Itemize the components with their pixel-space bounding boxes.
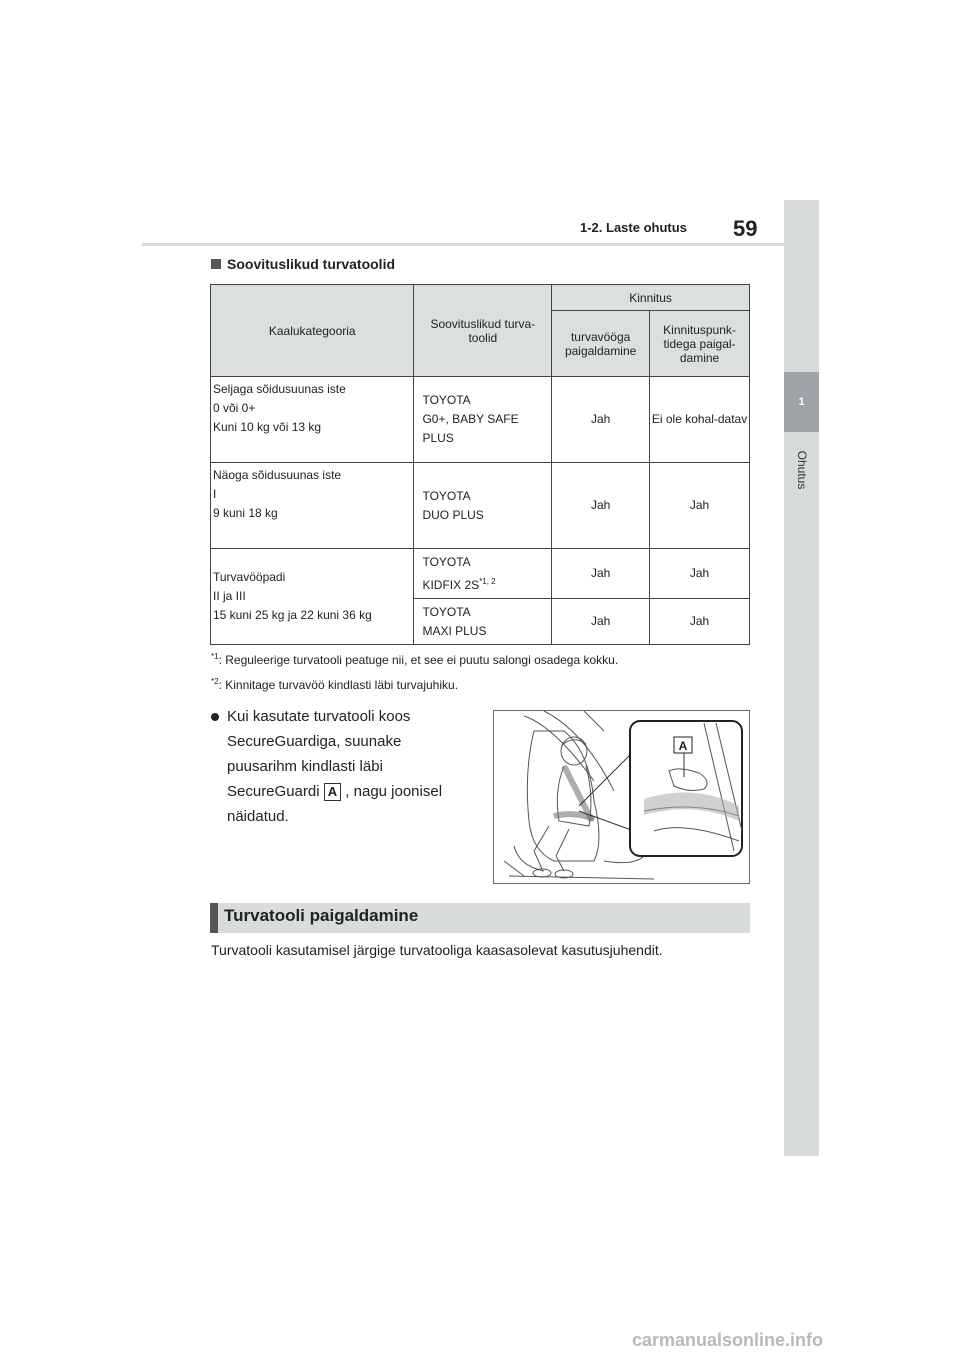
header-fixing: Kinnitus (552, 285, 750, 311)
subheading (211, 256, 395, 272)
illustration-label-a: A (678, 739, 688, 753)
category-cell: Näoga sõidusuunas iste I 9 kuni 18 kg (211, 463, 414, 549)
bullet-paragraph: Kui kasutate turvatooli koos SecureGuardiga, suunake puusarihm kindlasti läbi SecureGuardi A , nagu joonisel näidatud. (211, 704, 491, 829)
belt-cell: Jah (552, 377, 650, 463)
square-bullet-icon (211, 259, 221, 269)
section-title: 1-2. Laste ohutus (580, 220, 687, 235)
child-seat-drawing (494, 711, 749, 883)
table-row (211, 463, 750, 549)
model-cell: TOYOTA MAXI PLUS (414, 599, 552, 645)
belt-cell: Jah (552, 599, 650, 645)
section-banner-bar (210, 903, 218, 933)
side-tab-label-text: Ohutus (794, 450, 809, 490)
header-weight-category: Kaalukategooria (211, 285, 414, 377)
subheading-text: Soovituslikud turvatoolid (227, 256, 396, 272)
model-cell: TOYOTA KIDFIX $2S^{*1, 2}$ (414, 549, 552, 599)
side-tab-label[interactable] (784, 440, 819, 500)
header-isofix-install: Kinnituspunk-tidega paigal-damine (650, 311, 750, 377)
isofix-cell: Ei ole kohal-datav (650, 377, 750, 463)
footnote-ref: *1, 2 (479, 576, 496, 586)
belt-cell: Jah (552, 549, 650, 599)
body-text: Turvatooli kasutamisel järgige turvatooliga kaasasolevat kasutusjuhendit. (211, 942, 663, 958)
footnote-1: $^{*1}$: Reguleerige turvatooli peatuge nii, et see ei puutu salongi osadega kokku. (211, 652, 619, 667)
isofix-cell: Jah (650, 549, 750, 599)
child-seat-illustration (493, 710, 750, 884)
watermark[interactable]: carmanualsonline.info (632, 1330, 824, 1350)
section-banner-title: Turvatooli paigaldamine (224, 906, 419, 925)
isofix-cell: Jah (650, 463, 750, 549)
side-tab-number[interactable]: 1 (784, 372, 819, 432)
seat-table (210, 284, 750, 645)
category-cell: Seljaga sõidusuunas iste 0 või 0+ Kuni 10 kg või 13 kg (211, 377, 414, 463)
model-cell: TOYOTA DUO PLUS (414, 463, 552, 549)
belt-cell: Jah (552, 463, 650, 549)
header-recommended-seat: Soovituslikud turva-toolid (414, 285, 552, 377)
table-row (211, 377, 750, 463)
isofix-cell: Jah (650, 599, 750, 645)
label-a-badge: A (324, 783, 341, 801)
bullet-dot-icon (211, 713, 219, 721)
model-cell: TOYOTA G0+, BABY SAFE PLUS (414, 377, 552, 463)
category-cell: Turvavööpadi II ja III 15 kuni 25 kg ja 22 kuni 36 kg (211, 549, 414, 645)
header-belt-install: turvavööga paigaldamine (552, 311, 650, 377)
page-number: 59 (733, 216, 758, 241)
footnote-2: $^{*2}$: Kinnitage turvavöö kindlasti läbi turvajuhiku. (211, 677, 459, 692)
header-rule (142, 243, 784, 246)
side-tab (784, 200, 819, 1156)
table-row (211, 549, 750, 599)
